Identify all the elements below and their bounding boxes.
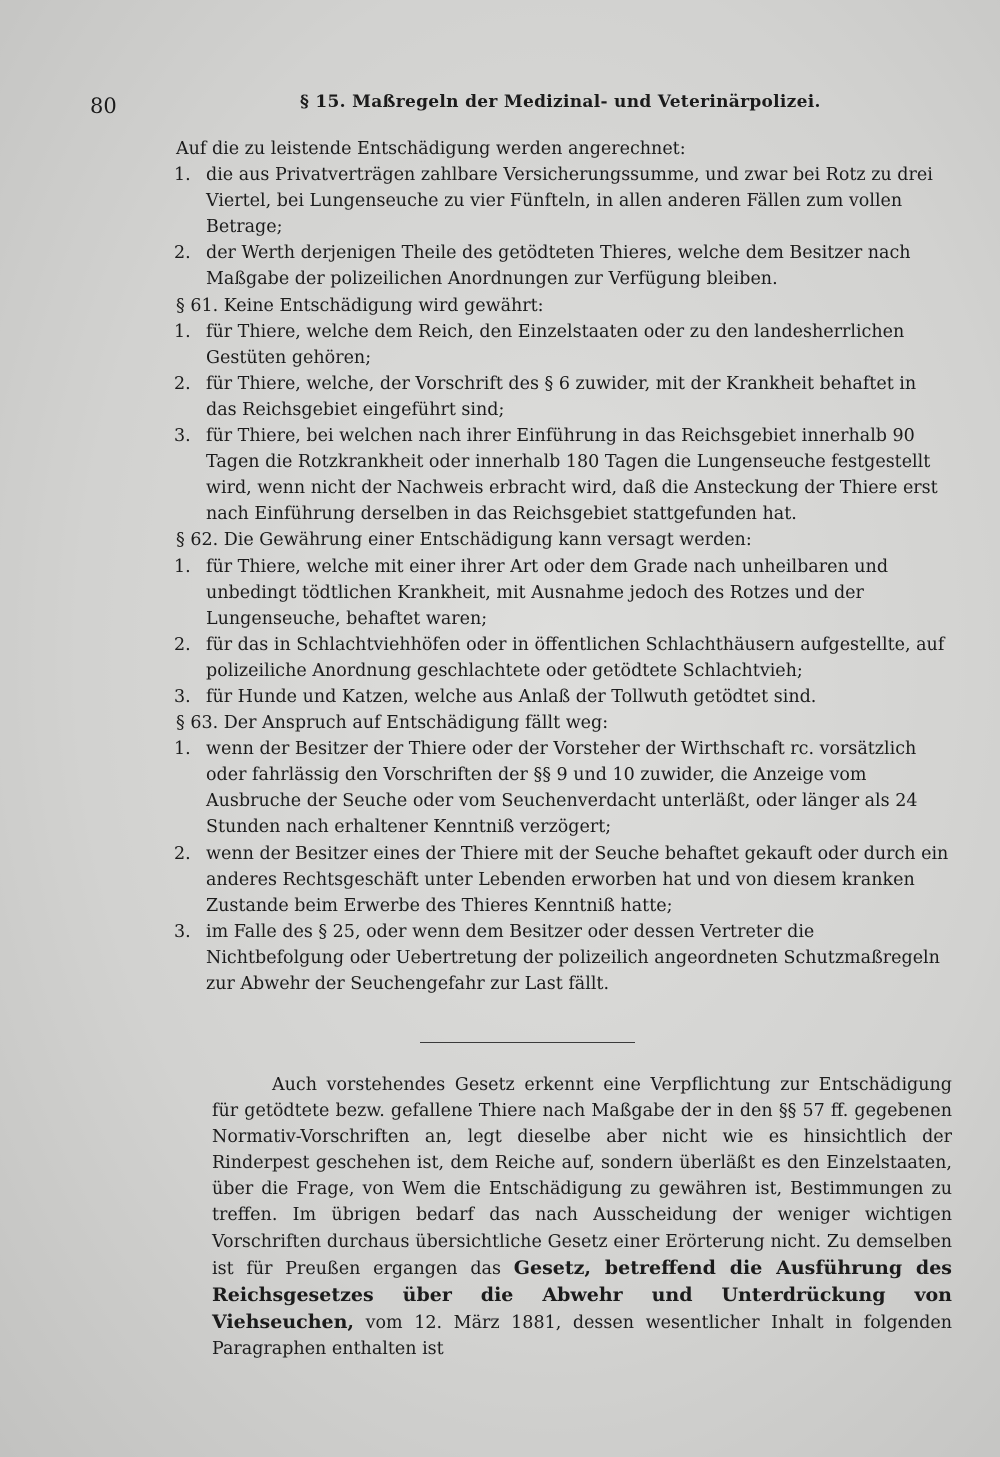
list-item: [110, 736, 950, 840]
item-text: im Falle des § 25, oder wenn dem Besitzer oder dessen Vertreter die Nichtbefolgung oder Uebertretung der polizeilich angeordneten Schutzmaßregeln zur Abwehr der Seuchengefahr zur Last fällt.: [206, 921, 940, 994]
item-text: für Thiere, welche dem Reich, den Einzelstaaten oder zu den landesherrlichen Gestüten gehören;: [206, 321, 905, 368]
item-number: 1.: [174, 556, 191, 577]
item-text: für Thiere, welche, der Vorschrift des § 6 zuwider, mit der Krankheit behaftet in das Reichsgebiet eingeführt sind;: [206, 373, 917, 420]
list-item: [110, 371, 950, 423]
item-number: 1.: [174, 739, 191, 760]
law-title: Gesetz, betreffend die Ausführung des Reichsgesetzes über die Abwehr und Unterdrückung von Viehseuchen,: [212, 1256, 952, 1333]
item-text: für Thiere, bei welchen nach ihrer Einführung in das Reichsgebiet innerhalb 90 Tagen die Rotzkrankheit oder innerhalb 180 Tagen die Lungenseuche festgestellt wird, wenn nicht der Nachweis erbracht wird, daß die Ansteckung der Thiere erst nach Einführung derselben in das Reichsgebiet stattgefunden hat.: [206, 426, 938, 525]
paragraph-61-head: § 61. Keine Entschädigung wird gewährt:: [176, 295, 544, 316]
item-number: 1.: [174, 321, 191, 342]
item-text: die aus Privatverträgen zahlbare Versicherungssumme, und zwar bei Rotz zu drei Viertel, bei Lungenseuche zu vier Fünfteln, in allen anderen Fällen zum vollen Betrage;: [206, 165, 933, 238]
intro-line: Auf die zu leistende Entschädigung werden angerechnet:: [176, 139, 686, 159]
item-number: 2.: [174, 243, 191, 264]
page-number: 80: [90, 94, 117, 118]
list-item: [110, 632, 950, 684]
paragraph-62-head: § 62. Die Gewährung einer Entschädigung kann versagt werden:: [176, 530, 752, 551]
section-divider: [420, 1042, 635, 1043]
list-item: [110, 919, 950, 997]
item-text: wenn der Besitzer der Thiere oder der Vorsteher der Wirthschaft rc. vorsätzlich oder fahrlässig den Vorschriften der §§ 9 und 10 zuwider, die Anzeige vom Ausbruche der Seuche oder vom Seuchenverdacht unterläßt, oder länger als 24 Stunden nach erhaltener Kenntniß verzögert;: [206, 739, 918, 838]
item-text: wenn der Besitzer eines der Thiere mit der Seuche behaftet gekauft oder durch ein anderes Rechtsgeschäft unter Lebenden erworben hat und von diesem kranken Zustande beim Erwerbe des Thieres Kenntniß hatte;: [206, 843, 949, 916]
item-number: 2.: [174, 373, 191, 394]
item-number: 3.: [174, 426, 191, 447]
item-text: für Thiere, welche mit einer ihrer Art oder dem Grade nach unheilbaren und unbedingt tödtlichen Krankheit, mit Ausnahme jedoch des Rotzes und der Lungenseuche, behaftet waren;: [206, 556, 889, 629]
list-item: [110, 841, 950, 919]
item-number: 3.: [174, 921, 191, 942]
paragraph-63-head: § 63. Der Anspruch auf Entschädigung fällt weg:: [176, 713, 609, 734]
item-text: der Werth derjenigen Theile des getödteten Thieres, welche dem Besitzer nach Maßgabe der polizeilichen Anordnungen zur Verfügung bleiben.: [206, 243, 911, 290]
closing-text-after: vom 12. März 1881, dessen wesentlicher Inhalt in folgenden Paragraphen enthalten ist: [212, 1312, 952, 1359]
page-header: [90, 92, 940, 124]
item-number: 2.: [174, 634, 191, 655]
closing-text-before: Auch vorstehendes Gesetz erkennt eine Verpflichtung zur Entschädigung für getödtete bezw. gefallene Thiere nach Maßgabe der in den §§ 57 ff. gegebenen Normativ-Vorschriften an, legt dieselbe aber nicht wie es hinsichtlich der Rinderpest geschehen ist, dem Reiche auf, sondern überläßt es den Einzelstaaten, über die Frage, von Wem die Entschädigung zu gewähren ist, Bestimmungen zu treffen. Im übrigen bedarf das nach Ausscheidung der weniger wichtigen Vorschriften durchaus übersichtliche Gesetz einer Erörterung nicht. Zu demselben ist für Preußen ergangen das: [212, 1075, 952, 1279]
list-item: [110, 162, 950, 240]
main-text: [110, 136, 950, 997]
closing-text: [212, 1072, 952, 1362]
item-text: für Hunde und Katzen, welche aus Anlaß der Tollwuth getödtet sind.: [206, 686, 817, 707]
list-item: [110, 684, 950, 710]
list-item: [110, 240, 950, 292]
item-number: 3.: [174, 686, 191, 707]
running-head: § 15. Maßregeln der Medizinal- und Veterinärpolizei.: [300, 92, 821, 112]
closing-paragraph: [212, 1072, 952, 1362]
item-text: für das in Schlachtviehhöfen oder in öffentlichen Schlachthäusern aufgestellte, auf polizeiliche Anordnung geschlachtete oder getödtete Schlachtvieh;: [206, 634, 945, 681]
list-item: [110, 554, 950, 632]
item-number: 2.: [174, 843, 191, 864]
list-item: [110, 319, 950, 371]
list-item: [110, 423, 950, 527]
item-number: 1.: [174, 165, 191, 186]
